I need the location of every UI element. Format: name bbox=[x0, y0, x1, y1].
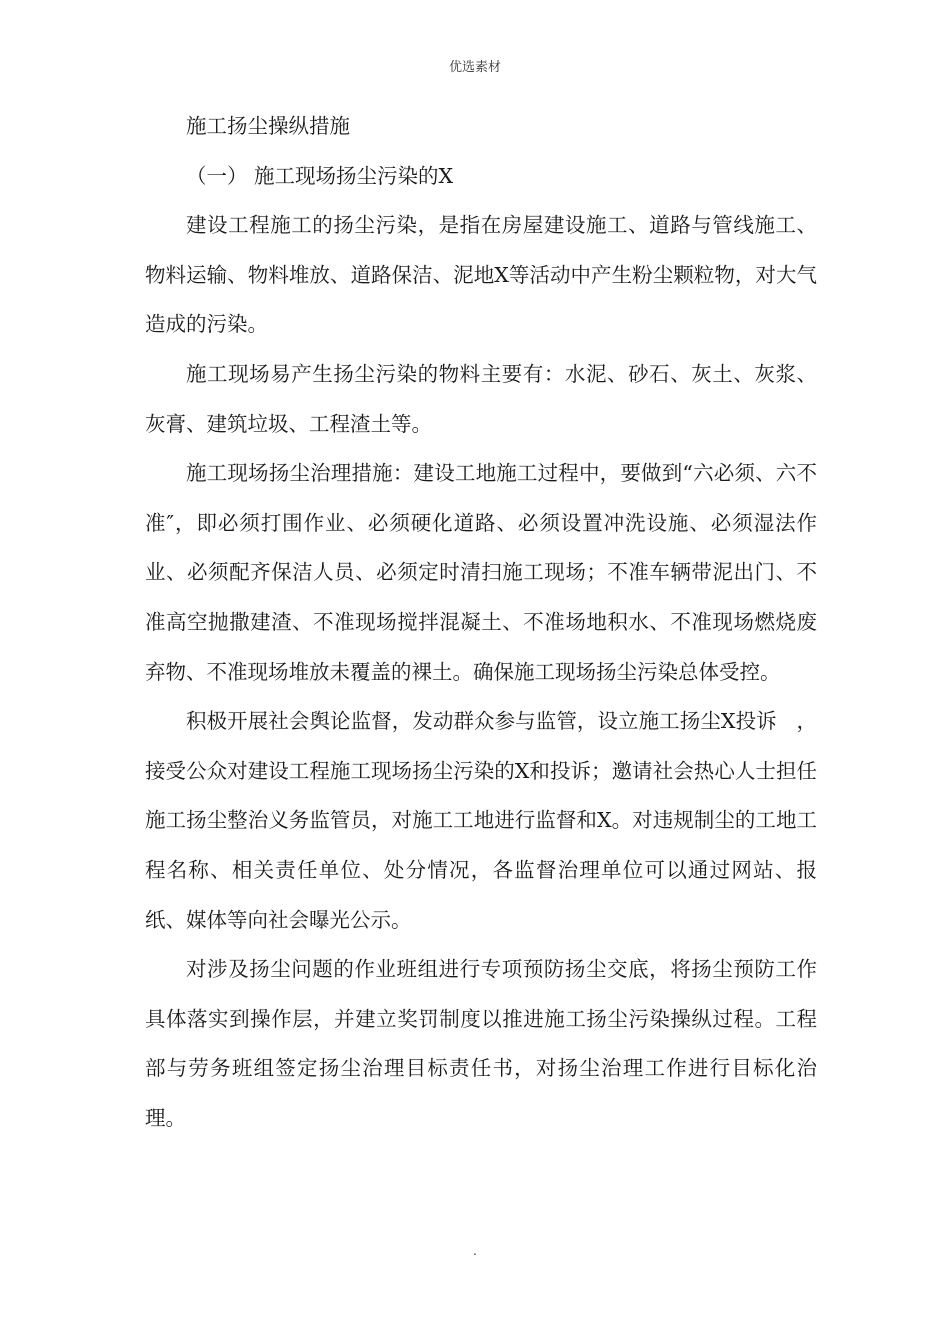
paragraph-materials: 施工现场易产生扬尘污染的物料主要有：水泥、砂石、灰土、灰浆、灰膏、建筑垃圾、工程渣土等。 bbox=[145, 361, 817, 436]
page-footer: . bbox=[473, 1244, 477, 1258]
paragraph-responsibility: 对涉及扬尘问题的作业班组进行专项预防扬尘交底，将扬尘预防工作具体落实到操作层，并建立奖罚制度以推进施工扬尘污染操纵过程。工程部与劳务班组签定扬尘治理目标责任书，对扬尘治理工作进行目标化治理。 bbox=[145, 957, 817, 1130]
section-heading: （一） 施工现场扬尘污染的X bbox=[186, 163, 454, 188]
document-body bbox=[145, 102, 817, 1143]
paragraph-definition: 建设工程施工的扬尘污染，是指在房屋建设施工、道路与管线施工、物料运输、物料堆放、道路保洁、泥地X等活动中产生粉尘颗粒物，对大气造成的污染。 bbox=[145, 213, 817, 337]
page-header: 优选素材 bbox=[448, 60, 501, 75]
document-title: 施工扬尘操纵措施 bbox=[186, 114, 350, 138]
paragraph-supervision: 积极开展社会舆论监督，发动群众参与监管，设立施工扬尘X投诉 ，接受公众对建设工程施工现场扬尘污染的X和投诉；邀请社会热心人士担任施工扬尘整治义务监管员，对施工工地进行监督和X。对违规制尘的工地工程名称、相关责任单位、处分情况，各监督治理单位可以通过网站、报纸、媒体等向社会曝光公示。 bbox=[145, 709, 817, 932]
paragraph-measures: 施工现场扬尘治理措施：建设工地施工过程中，要做到“六必须、六不准″，即必须打围作业、必须硬化道路、必须设置冲洗设施、必须湿法作业、必须配齐保洁人员、必须定时清扫施工现场；不准车辆带泥出门、不准高空抛撒建渣、不准现场搅拌混凝土、不准场地积水、不准现场燃烧废弃物、不准现场堆放未覆盖的裸土。确保施工现场扬尘污染总体受控。 bbox=[145, 461, 817, 684]
